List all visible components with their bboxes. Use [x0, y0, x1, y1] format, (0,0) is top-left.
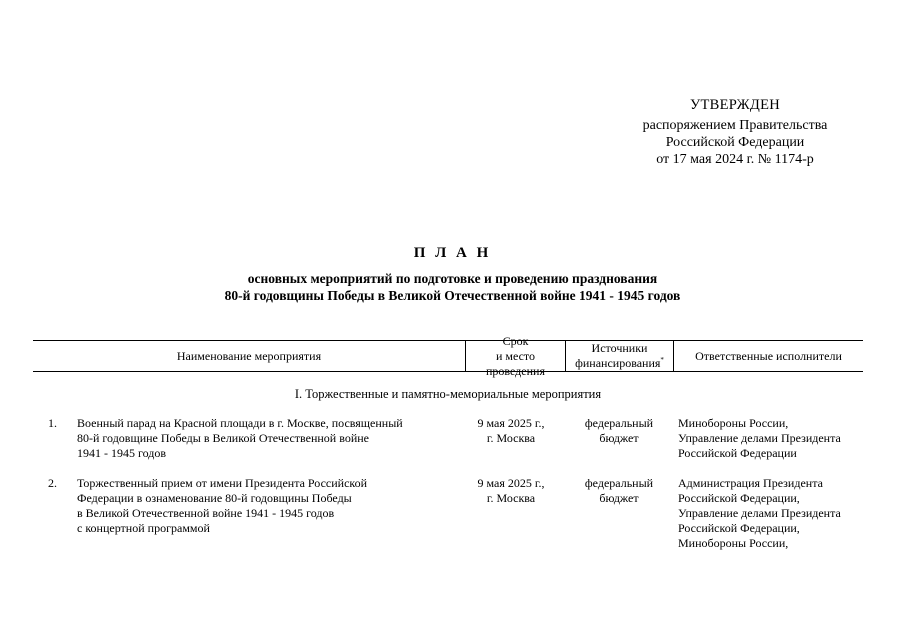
document-title: П Л А Н	[413, 245, 492, 261]
header-event-name: Наименование мероприятия	[176, 348, 322, 363]
header-date-place	[465, 333, 565, 378]
event-date-place: 9 мая 2025 г., г. Москва	[477, 476, 545, 505]
event-date-place: 9 мая 2025 г., г. Москва	[477, 416, 545, 445]
event-name: Военный парад на Красной площади в г. Москве, посвященный 80-й годовщине Победы в Великой Отечественной войне 1941 - 1945 годов	[77, 416, 403, 460]
footnote-mark: *	[660, 356, 664, 364]
event-funding: федеральный бюджет	[584, 416, 654, 445]
event-funding: федеральный бюджет	[584, 476, 654, 505]
header-text: и место проведения	[486, 348, 545, 378]
row-number: 2.	[48, 476, 57, 490]
row-number: 1.	[48, 416, 57, 430]
subtitle-line: 80-й годовщины Победы в Великой Отечественной войне 1941 - 1945 годов	[224, 288, 681, 303]
subtitle-line: основных мероприятий по подготовке и проведению празднования	[247, 271, 658, 286]
header-responsible: Ответственные исполнители	[673, 341, 863, 371]
document-subtitle	[0, 270, 905, 304]
approval-line: Российской Федерации	[665, 135, 805, 150]
approval-date-line: от 17 мая 2024 г. № 1174-р	[656, 152, 814, 167]
events-table	[33, 333, 863, 550]
event-responsible: Администрация Президента Российской Федерации, Управление делами Президента Российской Федерации, Минобороны России,	[678, 476, 841, 550]
header-text: Срок	[502, 333, 529, 348]
approval-stamp	[600, 97, 870, 168]
approval-line: распоряжением Правительства	[642, 118, 828, 133]
approval-heading: УТВЕРЖДЕН	[689, 97, 781, 113]
header-text: финансирования	[575, 356, 661, 370]
table-header	[33, 333, 863, 378]
event-name: Торжественный прием от имени Президента Российской Федерации в ознаменование 80-й годовщины Победы в Великой Отечественной войне 1941 - 1945 годов с концертной программой	[77, 476, 368, 535]
header-text: Источники	[591, 341, 648, 355]
header-funding	[565, 341, 673, 371]
section-heading: I. Торжественные и памятно-мемориальные мероприятия	[294, 387, 602, 401]
event-responsible: Минобороны России, Управление делами Президента Российской Федерации	[678, 416, 841, 460]
